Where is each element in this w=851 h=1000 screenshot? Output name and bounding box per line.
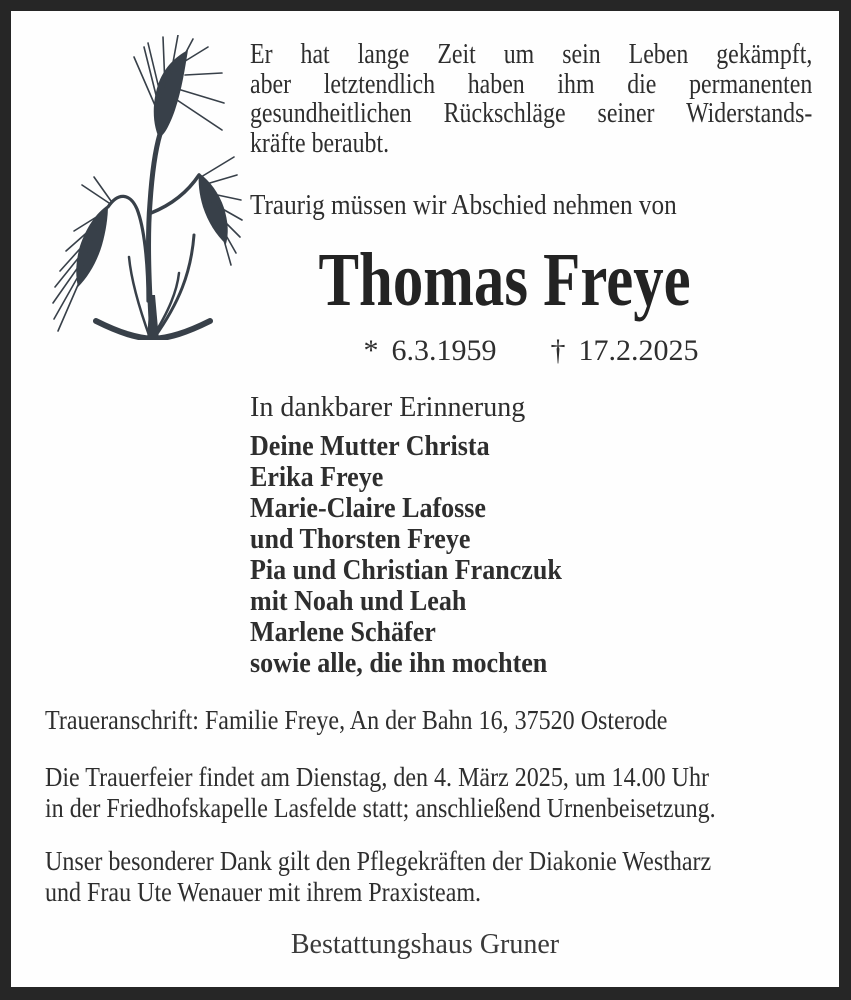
mourner-line: sowie alle, die ihn mochten: [250, 648, 548, 679]
mourner-line: Marie-Claire Lafosse: [250, 493, 486, 524]
life-dates: [250, 334, 812, 368]
birth-info: [364, 334, 497, 368]
intro-line: Er hat lange Zeit um sein Leben gekämpft,: [250, 39, 813, 70]
thanks-line: und Frau Ute Wenauer mit ihrem Praxisteam.: [45, 876, 482, 907]
funeral-line: in der Friedhofskapelle Lasfelde statt; anschließend Urnenbeisetzung.: [45, 792, 716, 823]
mourner-line: Marlene Schäfer: [250, 617, 436, 648]
mourner-line: Deine Mutter Christa: [250, 431, 490, 462]
intro-line: gesundheitlichen Rückschläge seiner Widerstands-: [250, 98, 813, 130]
wheat-ear-left: [53, 177, 111, 331]
funeral-home-signature: Bestattungshaus Gruner: [290, 929, 560, 960]
wheat-ear-top: [134, 35, 224, 138]
thanks-line: Unser besonderer Dank gilt den Pflegekräften der Diakonie Westharz: [45, 846, 712, 876]
death-date: 17.2.2025: [578, 334, 699, 367]
birth-star-symbol: *: [363, 334, 379, 367]
mourner-line: Pia und Christian Franczuk: [250, 555, 562, 586]
thanks-paragraph: [45, 846, 711, 907]
intro-paragraph: [250, 40, 812, 158]
mourners-list: [250, 431, 562, 679]
death-cross-symbol: †: [550, 334, 566, 367]
mourner-line: und Thorsten Freye: [250, 524, 471, 555]
mourner-line: Erika Freye: [250, 462, 384, 493]
announcement-text: Traurig müssen wir Abschied nehmen von: [250, 190, 677, 221]
mourner-line: mit Noah und Leah: [250, 586, 467, 617]
deceased-name: Thomas Freye: [318, 238, 692, 322]
remembrance-heading: In dankbarer Erinnerung: [250, 392, 526, 423]
wheat-illustration: [38, 35, 243, 340]
funeral-paragraph: [45, 762, 716, 823]
intro-line: kräfte beraubt.: [250, 127, 390, 159]
intro-line: aber letztendlich haben ihm die permanenten: [250, 68, 813, 100]
notice-card: [11, 11, 839, 987]
mourning-address-line: Traueranschrift: Familie Freye, An der Bahn 16, 37520 Osterode: [45, 705, 668, 735]
death-info: [551, 334, 699, 368]
birth-date: 6.3.1959: [391, 334, 497, 367]
funeral-line: Die Trauerfeier findet am Dienstag, den 4. März 2025, um 14.00 Uhr: [45, 762, 710, 792]
